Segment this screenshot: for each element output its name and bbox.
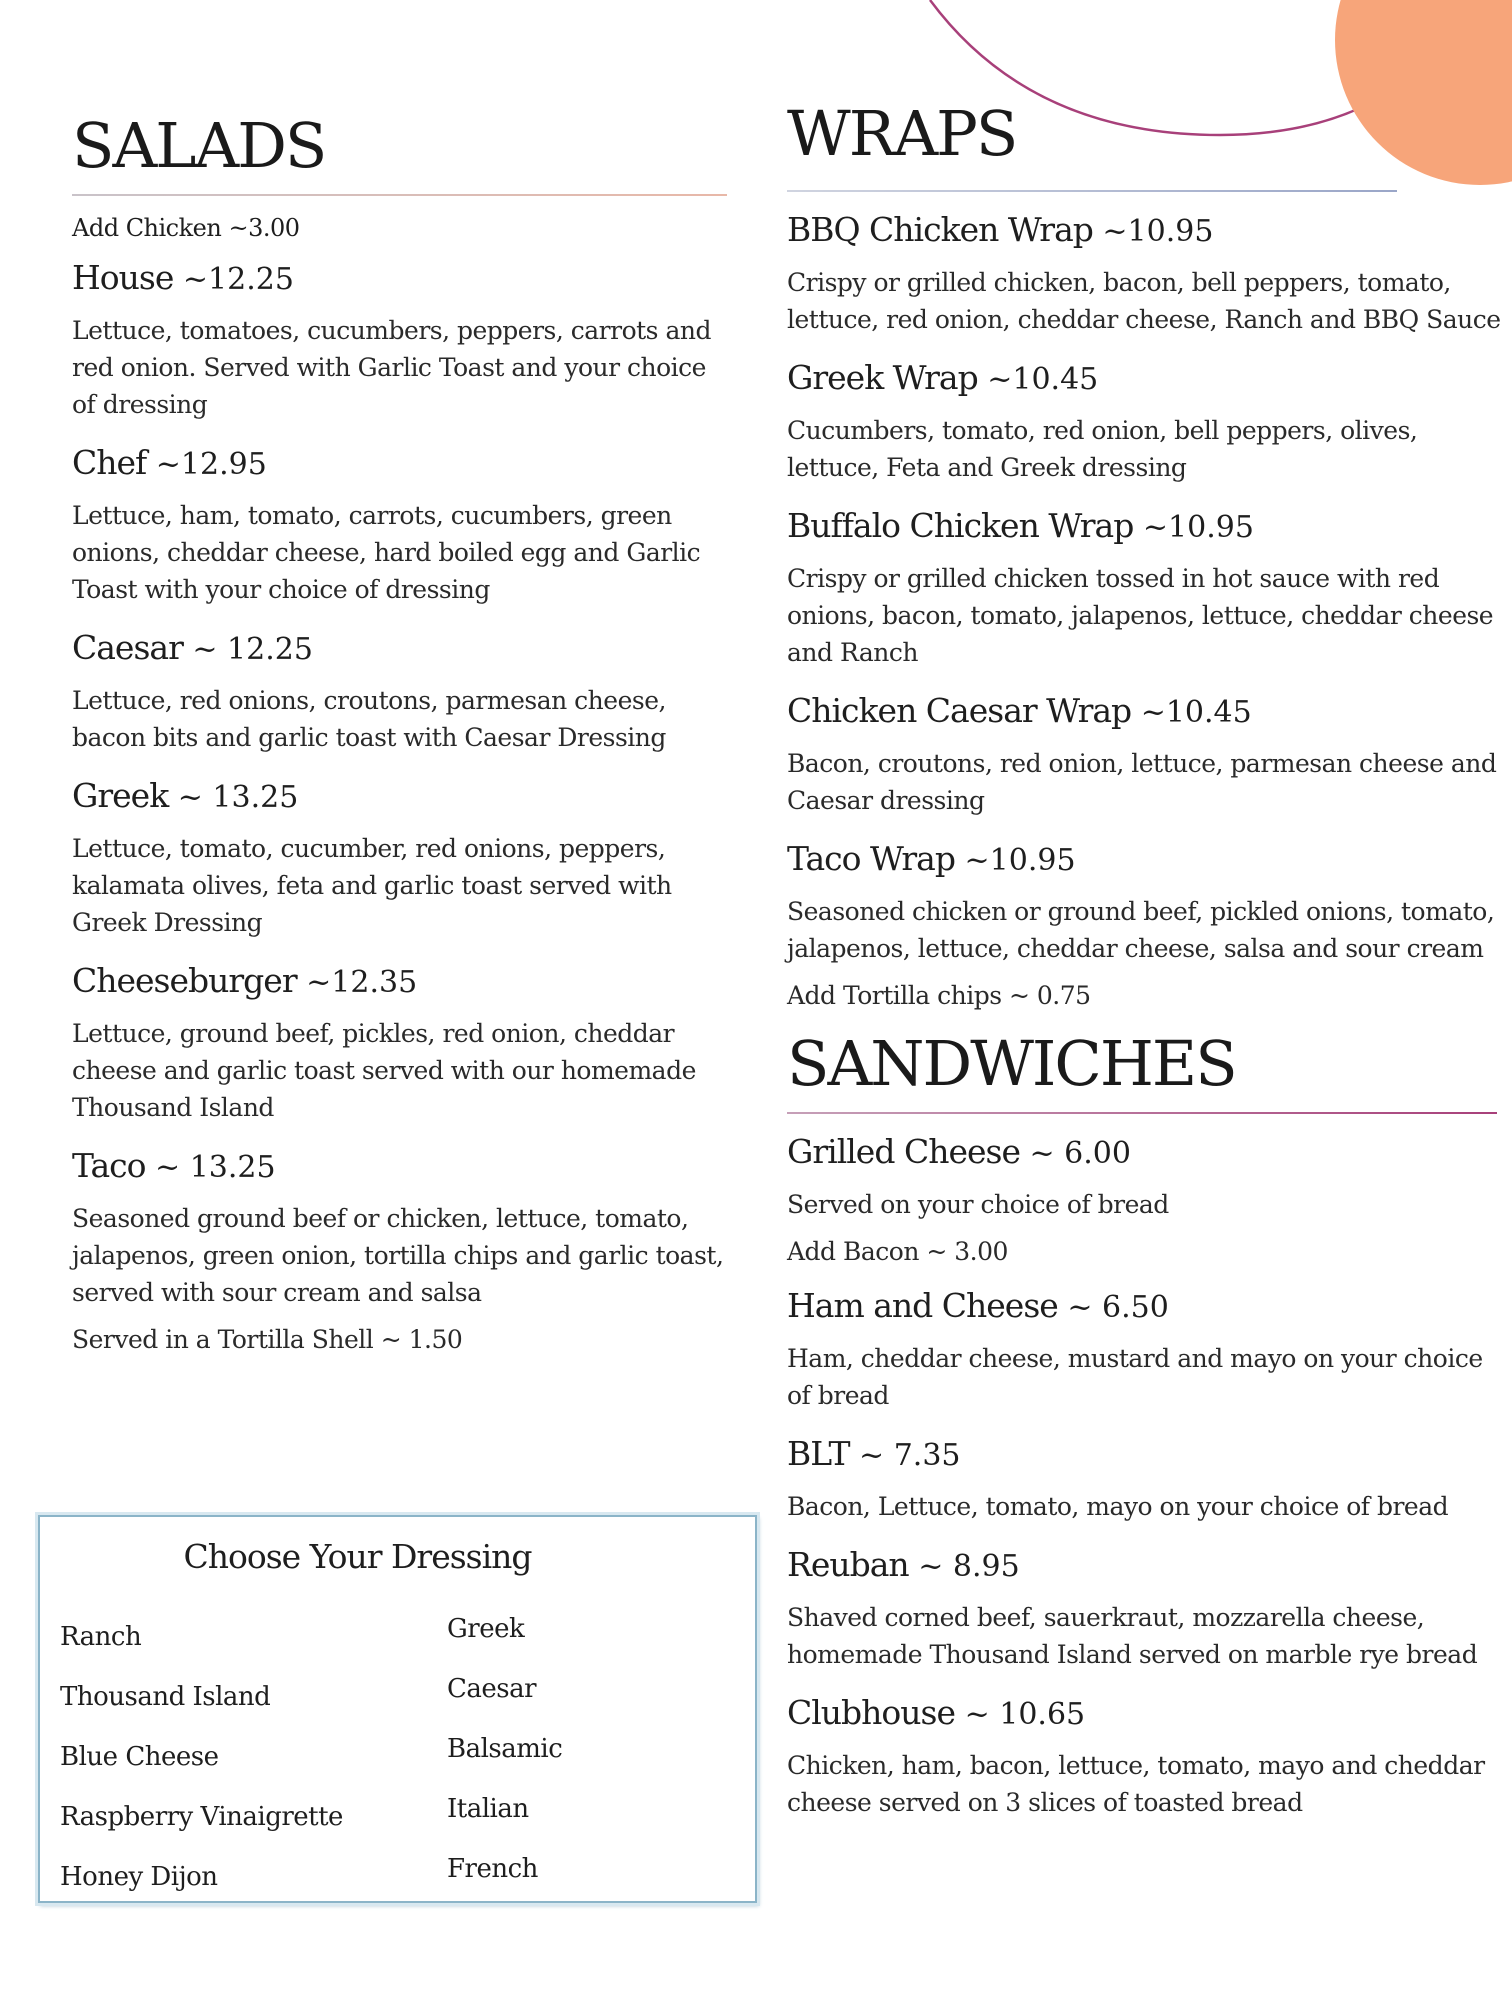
item-heading [787,358,1507,398]
sandwiches-divider [787,1112,1497,1114]
dressing-option: Italian [447,1794,529,1824]
item-heading [787,1693,1507,1733]
item-price: ~ 12.25 [182,632,313,668]
item-description: Lettuce, red onions, croutons, parmesan cheese, bacon bits and garlic toast with Caesar Dressing [72,686,666,753]
item-description: Lettuce, tomatoes, cucumbers, peppers, carrots and red onion. Served with Garlic Toast and your choice of dressing [72,316,711,420]
item-description: Lettuce, ground beef, pickles, red onion, cheddar cheese and garlic toast served with our homemade Thousand Island [72,1019,696,1123]
item-price: ~12.35 [296,965,418,1001]
dressing-option: Thousand Island [60,1682,271,1712]
item-price: ~ 7.35 [849,1438,961,1474]
item-price: ~10.95 [1092,214,1214,250]
item-description: Shaved corned beef, sauerkraut, mozzarella cheese, homemade Thousand Island served on marble rye bread [787,1603,1478,1670]
item-addon-note: Add Bacon ~ 3.00 [787,1237,1008,1267]
item-name: Ham and Cheese [787,1286,1058,1326]
item-heading [72,1146,732,1186]
item-addon-note: Add Tortilla chips ~ 0.75 [787,981,1091,1011]
dressing-option: Caesar [447,1674,537,1704]
item-price: ~ 13.25 [168,780,299,816]
dressing-title: Choose Your Dressing [183,1537,532,1576]
item-heading [72,443,732,483]
dressing-option: Raspberry Vinaigrette [60,1802,343,1832]
item-heading [787,839,1507,879]
menu-item [787,506,1507,671]
item-description: Crispy or grilled chicken tossed in hot sauce with red onions, bacon, tomato, jalapenos, lettuce, cheddar cheese and Ranch [787,564,1494,668]
menu-item [787,1545,1507,1673]
item-description: Crispy or grilled chicken, bacon, bell peppers, tomato, lettuce, red onion, cheddar cheese, Ranch and BBQ Sauce [787,268,1501,335]
dressing-option: Blue Cheese [60,1742,219,1772]
item-description: Lettuce, ham, tomato, carrots, cucumbers, green onions, cheddar cheese, hard boiled egg and Garlic Toast with your choice of dressing [72,501,701,605]
item-name: Buffalo Chicken Wrap [787,506,1134,546]
item-name: Grilled Cheese [787,1132,1020,1172]
dressing-option: Honey Dijon [60,1862,218,1892]
menu-item [787,1286,1507,1414]
item-name: Taco [72,1146,146,1186]
salads-divider [72,194,727,196]
salads-title: SALADS [72,109,326,182]
menu-item [72,961,732,1126]
item-name: BBQ Chicken Wrap [787,210,1093,250]
item-description: Seasoned chicken or ground beef, pickled onions, tomato, jalapenos, lettuce, cheddar cheese, salsa and sour cream [787,897,1495,964]
item-price: ~ 10.65 [955,1697,1086,1733]
item-price: ~10.45 [977,362,1099,398]
item-description: Seasoned ground beef or chicken, lettuce, tomato, jalapenos, green onion, tortilla chips and garlic toast, served with sour cream and salsa [72,1204,724,1308]
menu-item [72,443,732,608]
salads-section [72,109,732,1374]
menu-item [72,1146,732,1354]
wraps-divider [787,190,1397,192]
dressing-box [38,1515,757,1903]
item-price: ~ 8.95 [908,1549,1020,1585]
menu-item [787,1693,1507,1821]
item-name: Caesar [72,628,183,668]
right-column [787,97,1507,1841]
item-description: Bacon, Lettuce, tomato, mayo on your choice of bread [787,1492,1449,1522]
item-price: ~12.95 [146,447,267,483]
item-heading [787,1286,1507,1326]
item-name: Reuban [787,1545,909,1585]
menu-item [787,210,1507,338]
item-heading [72,961,732,1001]
item-price: ~ 6.00 [1019,1136,1131,1172]
dressing-option: Greek [447,1614,525,1644]
menu-item [787,1434,1507,1525]
sandwiches-title: SANDWICHES [787,1027,1236,1101]
wraps-section [787,97,1507,1011]
item-price: ~10.95 [954,843,1076,879]
dressing-column-right [447,1599,562,1899]
item-price: ~ 6.50 [1057,1290,1169,1326]
item-description: Ham, cheddar cheese, mustard and mayo on your choice of bread [787,1344,1483,1411]
menu-item [72,776,732,941]
menu-item [72,628,732,756]
menu-item [787,358,1507,486]
item-name: BLT [787,1434,850,1474]
item-name: Cheeseburger [72,961,297,1001]
item-name: Clubhouse [787,1693,956,1733]
item-heading [787,210,1507,250]
item-name: Chicken Caesar Wrap [787,691,1132,731]
item-heading [787,691,1507,731]
menu-item [787,691,1507,819]
item-heading [787,1132,1507,1172]
item-price: ~10.95 [1133,510,1254,546]
item-price: ~ 13.25 [145,1150,276,1186]
item-description: Lettuce, tomato, cucumber, red onions, peppers, kalamata olives, feta and garlic toast served with Greek Dressing [72,834,672,938]
item-addon-note: Served in a Tortilla Shell ~ 1.50 [72,1325,463,1355]
dressing-column-left [60,1607,343,1907]
menu-item [787,839,1507,1010]
item-name: Greek Wrap [787,358,978,398]
item-name: House [72,258,174,298]
add-chicken-note: Add Chicken ~3.00 [72,214,300,243]
item-heading [787,1545,1507,1585]
menu-item [787,1132,1507,1266]
menu-item [72,258,732,423]
item-description: Served on your choice of bread [787,1190,1169,1220]
item-description: Chicken, ham, bacon, lettuce, tomato, mayo and cheddar cheese served on 3 slices of toasted bread [787,1751,1485,1818]
dressing-option: French [447,1854,538,1884]
item-name: Chef [72,443,147,483]
item-name: Greek [72,776,169,816]
item-heading [72,628,732,668]
item-description: Bacon, croutons, red onion, lettuce, parmesan cheese and Caesar dressing [787,749,1497,816]
wraps-title: WRAPS [787,97,1017,170]
item-description: Cucumbers, tomato, red onion, bell peppers, olives, lettuce, Feta and Greek dressing [787,416,1418,483]
item-name: Taco Wrap [787,839,955,879]
sandwiches-section [787,1027,1507,1821]
item-price: ~12.25 [173,262,294,298]
dressing-option: Ranch [60,1622,142,1652]
item-heading [72,776,732,816]
item-price: ~10.45 [1131,695,1252,731]
item-heading [787,506,1507,546]
item-heading [72,258,732,298]
item-heading [787,1434,1507,1474]
dressing-option: Balsamic [447,1734,563,1764]
